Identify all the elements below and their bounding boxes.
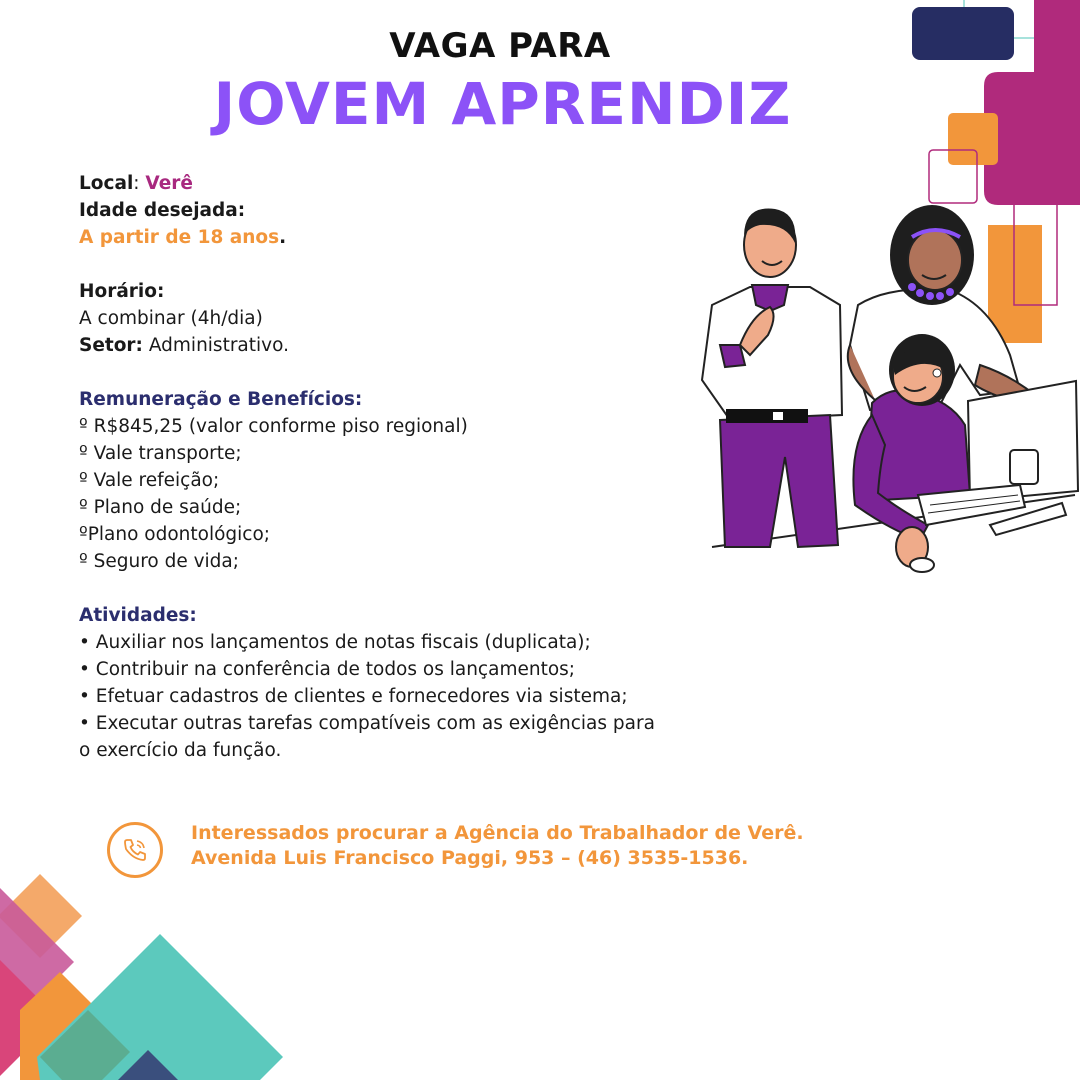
beneficio-item: º Vale transporte; xyxy=(79,443,242,464)
team-illustration xyxy=(690,195,1080,580)
local-label: Local xyxy=(79,173,134,194)
contact-block xyxy=(107,822,867,884)
atividade-item: • Auxiliar nos lançamentos de notas fiscais (duplicata); xyxy=(79,632,591,653)
headline-vaga-para: VAGA PARA xyxy=(389,26,611,66)
local-value: Verê xyxy=(145,173,193,194)
horario-label: Horário: xyxy=(79,281,165,302)
idade-value: A partir de 18 anos xyxy=(79,227,280,248)
headline-jovem-aprendiz: JOVEM APRENDIZ xyxy=(213,70,792,138)
horario-value: A combinar (4h/dia) xyxy=(79,308,263,329)
contact-line-2: Avenida Luis Francisco Paggi, 953 – (46) 3535-1536. xyxy=(191,847,749,869)
atividade-item: • Executar outras tarefas compatíveis com as exigências para xyxy=(79,713,655,734)
phone-icon xyxy=(107,822,163,878)
local-line: Local: Verê xyxy=(79,173,193,194)
beneficios-title: Remuneração e Benefícios: xyxy=(79,389,363,410)
atividade-item: • Contribuir na conferência de todos os lançamentos; xyxy=(79,659,576,680)
setor-label: Setor: xyxy=(79,335,143,356)
atividade-item: o exercício da função. xyxy=(79,740,282,761)
beneficio-item: ºPlano odontológico; xyxy=(79,524,271,545)
contact-text xyxy=(191,821,804,871)
atividade-item: • Efetuar cadastros de clientes e fornecedores via sistema; xyxy=(79,686,628,707)
beneficio-item: º Vale refeição; xyxy=(79,470,220,491)
contact-line-1: Interessados procurar a Agência do Trabalhador de Verê. xyxy=(191,822,804,844)
atividades-title: Atividades: xyxy=(79,605,197,626)
job-details xyxy=(79,170,669,764)
beneficio-item: º Plano de saúde; xyxy=(79,497,242,518)
setor-line xyxy=(79,332,669,359)
idade-label: Idade desejada: xyxy=(79,200,246,221)
beneficio-item: º Seguro de vida; xyxy=(79,551,239,572)
setor-value: Administrativo. xyxy=(142,335,289,356)
bottom-left-decoration xyxy=(0,860,300,1080)
beneficio-item: º R$845,25 (valor conforme piso regional) xyxy=(79,416,468,437)
idade-line: A partir de 18 anos. xyxy=(79,227,287,248)
man-figure xyxy=(702,209,842,547)
